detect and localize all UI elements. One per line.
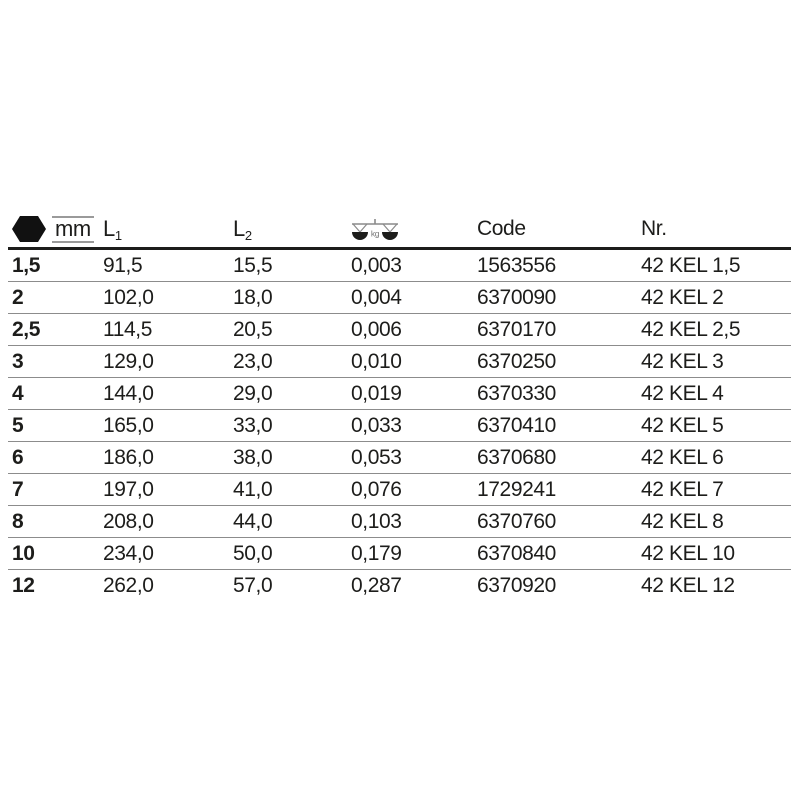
cell-l1: 234,0 [103,538,233,570]
cell-l2: 41,0 [233,474,351,506]
column-header-nr: Nr. [641,211,791,249]
spec-table [8,211,791,601]
header-row [8,211,791,249]
table-row [8,442,791,474]
cell-code: 6370760 [477,506,641,538]
cell-l2: 57,0 [233,573,273,597]
cell-l1: 186,0 [103,442,233,474]
cell-code: 6370170 [477,314,641,346]
cell-size-mm: 4 [8,378,103,410]
cell-weight-kg: 0,076 [351,474,477,506]
cell-size-mm: 1,5 [8,249,103,282]
cell-l2: 23,0 [233,346,351,378]
cell-weight-kg: 0,010 [351,346,477,378]
table-header [8,211,791,249]
cell-nr: 42 KEL 8 [641,506,791,538]
cell-l1: 129,0 [103,346,233,378]
cell-code: 6370680 [477,442,641,474]
column-header-code: Code [477,211,641,249]
cell-nr: 42 KEL 12 [641,573,735,597]
table-row [8,282,791,314]
cell-nr: 42 KEL 10 [641,538,791,570]
column-header-l1: $L_1$ [103,211,233,249]
table-body [8,249,791,602]
column-header-size [8,211,103,249]
cell-size-mm: 2 [8,282,103,314]
cell-code: 6370840 [477,538,641,570]
cell-weight-kg: 0,004 [351,282,477,314]
table-row [8,378,791,410]
cell-l1: 102,0 [103,282,233,314]
cell-size-mm: 5 [8,410,103,442]
size-unit-label: mm [52,216,94,243]
table-row [8,249,791,282]
column-header-l2: $L_2$ [233,211,351,249]
cell-weight-kg: 0,003 [351,249,477,282]
hexagon-icon [12,216,46,242]
cell-weight-kg: 0,287 [351,573,402,597]
cell-nr: 42 KEL 4 [641,378,791,410]
cell-nr: 42 KEL 5 [641,410,791,442]
table-row [8,346,791,378]
cell-code: 1729241 [477,474,641,506]
cell-l2: 15,5 [233,249,351,282]
cell-l2: 18,0 [233,282,351,314]
cell-l1: 197,0 [103,474,233,506]
cell-code: 6370330 [477,378,641,410]
cell-l2: 20,5 [233,314,351,346]
cell-size-mm: 12 [12,573,35,597]
cell-weight-kg: 0,103 [351,506,477,538]
cell-code: 6370250 [477,346,641,378]
cell-size-mm: 8 [8,506,103,538]
cell-nr: 42 KEL 1,5 [641,249,791,282]
cell-l1: 262,0 [103,573,154,597]
cell-code: 6370410 [477,410,641,442]
cell-weight-kg: 0,053 [351,442,477,474]
weight-unit-label: kg [370,228,380,239]
cell-nr: 42 KEL 2 [641,282,791,314]
cell-size-mm: 7 [8,474,103,506]
cell-l2: 33,0 [233,410,351,442]
table-row [8,506,791,538]
table-row [8,410,791,442]
cell-l2: 50,0 [233,538,351,570]
cell-nr: 42 KEL 6 [641,442,791,474]
cell-size-mm: 6 [8,442,103,474]
cell-l2: 29,0 [233,378,351,410]
cell-l2: 44,0 [233,506,351,538]
table-row [8,570,791,602]
cell-l1: 114,5 [103,314,233,346]
table-row [8,314,791,346]
cell-code: 6370920 [477,573,556,597]
cell-l1: 144,0 [103,378,233,410]
cell-nr: 42 KEL 7 [641,474,791,506]
cell-code: 6370090 [477,282,641,314]
cell-size-mm: 3 [8,346,103,378]
scale-icon [351,218,477,242]
table-row [8,538,791,570]
cell-l1: 208,0 [103,506,233,538]
cell-l2: 38,0 [233,442,351,474]
cell-weight-kg: 0,006 [351,314,477,346]
cell-nr: 42 KEL 3 [641,346,791,378]
cell-l1: 165,0 [103,410,233,442]
table-row [8,474,791,506]
cell-weight-kg: 0,033 [351,410,477,442]
cell-size-mm: 10 [8,538,103,570]
cell-size-mm: 2,5 [8,314,103,346]
cell-code: 1563556 [477,249,641,282]
column-header-weight [351,211,477,249]
cell-weight-kg: 0,019 [351,378,477,410]
cell-weight-kg: 0,179 [351,538,477,570]
cell-l1: 91,5 [103,249,233,282]
cell-nr: 42 KEL 2,5 [641,314,791,346]
